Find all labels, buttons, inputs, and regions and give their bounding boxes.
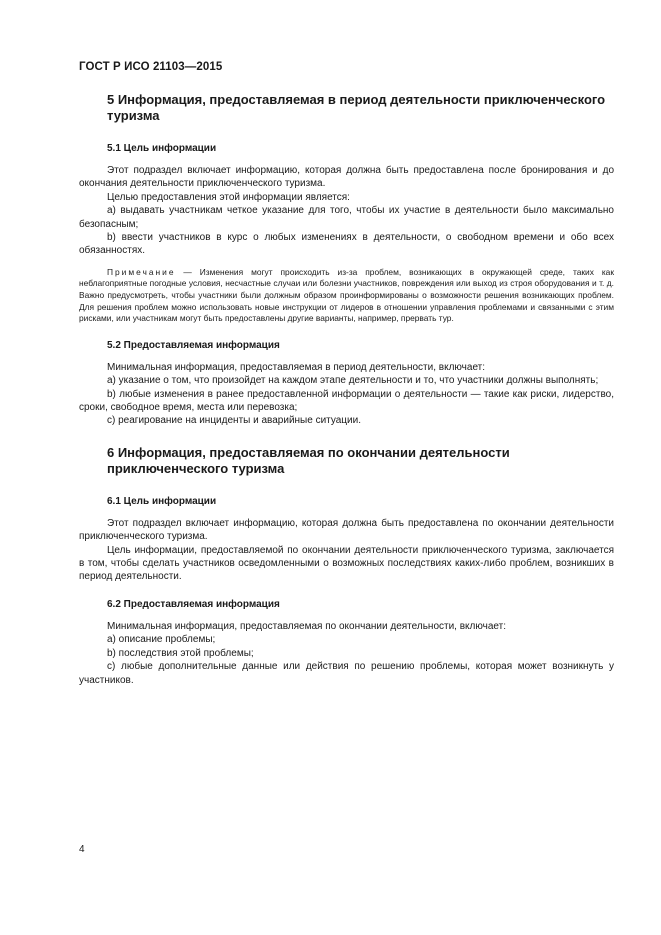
subsection-5-1-heading: 5.1 Цель информации — [107, 143, 217, 154]
paragraph: Этот подраздел включает информацию, которая должна быть предоставлена после бронирования и до окончания деятельности приключенческого туризма. — [79, 165, 614, 190]
page-number: 4 — [79, 844, 85, 855]
paragraph: Минимальная информация, предоставляемая по окончании деятельности, включает: — [107, 620, 506, 632]
paragraph: Цель информации, предоставляемой по окончании деятельности приключенческого туризма, заключается в том, чтобы сделать участников осведомленными о возможных последствиях каких-либо проблем, возникших в период деятельности. — [79, 544, 614, 583]
list-item: b) любые изменения в ранее предоставленной информации о деятельности — такие как риски, лидерство, сроки, свободное время, места или перевозка; — [79, 388, 614, 414]
subsection-5-2-heading: 5.2 Предоставляемая информация — [107, 339, 280, 351]
section-6-heading: 6 Информация, предоставляемая по окончании деятельности приключенческого туризма — [107, 444, 510, 476]
list-item: a) описание проблемы; — [107, 634, 216, 646]
section-5-heading: 5 Информация, предоставляемая в период деятельности приключенческого туризма — [107, 92, 606, 123]
page-content — [79, 92, 614, 687]
note — [79, 267, 614, 325]
note-label: Примечание — [107, 266, 176, 277]
list-item: b) ввести участников в курс о любых изменениях в деятельности, о свободном времени и обо всех обязанностях. — [79, 232, 614, 257]
paragraph: Целью предоставления этой информации является: — [107, 191, 350, 203]
list-item: a) выдавать участникам четкое указание для того, чтобы их участие в деятельности было максимально безопасным; — [79, 205, 614, 230]
list-item: a) указание о том, что произойдет на каждом этапе деятельности и то, что участники должны выполнять; — [107, 375, 599, 387]
subsection-6-2-heading: 6.2 Предоставляемая информация — [107, 598, 280, 610]
paragraph: Этот подраздел включает информацию, которая должна быть предоставлена по окончании деятельности приключенческого туризма. — [79, 517, 614, 543]
list-item: b) последствия этой проблемы; — [107, 647, 254, 659]
subsection-6-1-heading: 6.1 Цель информации — [107, 495, 217, 507]
paragraph: Минимальная информация, предоставляемая в период деятельности, включает: — [107, 361, 486, 373]
list-item: c) любые дополнительные данные или действия по решению проблемы, которая может возникнуть у участников. — [79, 661, 614, 686]
note-text: — Изменения могут происходить из-за проблем, возникающих в окружающей среде, таких как неблагоприятные погодные условия, несчастные случаи или болезни участников, повреждения или выход из строя оборудования и т. д. Важно предусмотреть, чтобы участники были должным образом проинформированы о возможности решения возникающих проблем. Для решения проблем можно использовать новые инструкции от лидеров в отношении управления проблемами и связанными с этим рисками, или участникам могут быть предоставлены другие варианты, например, прервать тур. — [79, 266, 614, 324]
list-item: c) реагирование на инциденты и аварийные ситуации. — [107, 415, 361, 427]
document-code-header: ГОСТ Р ИСО 21103—2015 — [79, 61, 223, 73]
